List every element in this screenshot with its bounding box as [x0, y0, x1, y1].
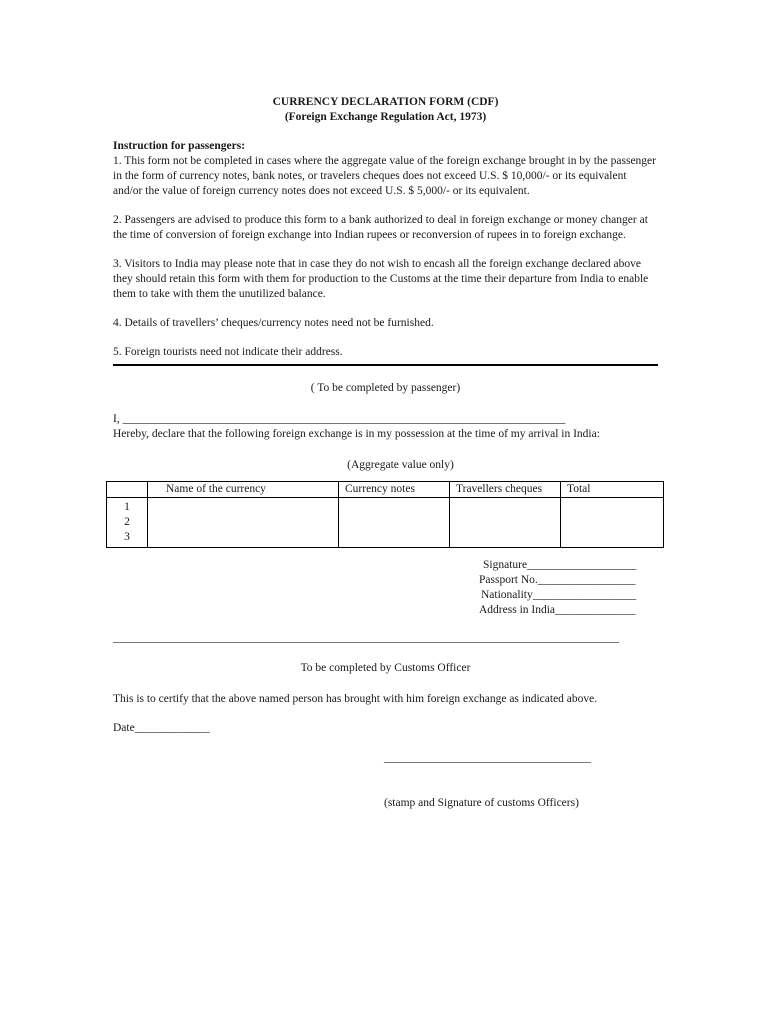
nationality-field[interactable]: Nationality__________________ [481, 589, 637, 601]
customs-certify-text: This is to certify that the above named person has brought with him foreign exchange as indicated above. [113, 693, 598, 705]
table-row [107, 498, 664, 548]
passenger-section-label: ( To be completed by passenger) [310, 382, 461, 394]
instruction-item-1: 1. This form not be completed in cases where the aggregate value of the foreign exchange brought in by the passenger in the form of currency notes, bank notes, or travelers cheques does not exceed U.S. $ 10,000/- or its equivalent and/or the value of foreign currency notes does not exceed U.S. $ 5,000/- or its equivalent. [113, 155, 656, 197]
currency-table [106, 481, 664, 548]
instruction-item-5: 5. Foreign tourists need not indicate their address. [113, 346, 343, 358]
stamp-signature-line[interactable]: ____________________________________ [384, 752, 591, 764]
table-header-total: Total [561, 482, 664, 498]
stamp-signature-block [384, 721, 591, 826]
form-page [113, 95, 658, 473]
table-header-travellers-cheques: Travellers cheques [450, 482, 561, 498]
table-header-index [107, 482, 148, 498]
underscore-divider: ________________________________________________________________________________________ [113, 632, 619, 644]
section-divider [113, 364, 658, 366]
row-number: 1 [124, 501, 130, 513]
table-header-currency: Name of the currency [148, 482, 339, 498]
aggregate-note: (Aggregate value only) [347, 459, 454, 471]
instruction-item-3: 3. Visitors to India may please note that in case they do not wish to encash all the foreign exchange declared above they should retain this form with them for production to the Customs at the time their departure from India to enable them to take with them the unutilized balance. [113, 258, 649, 300]
date-field[interactable]: Date_____________ [113, 722, 210, 734]
travellers-cheques-cell[interactable] [450, 498, 561, 548]
table-header-row [107, 482, 664, 498]
signature-field[interactable]: Signature___________________ [483, 559, 637, 571]
table-header-currency-notes: Currency notes [339, 482, 450, 498]
passport-field[interactable]: Passport No._________________ [479, 574, 636, 586]
signature-block [479, 558, 636, 618]
instructions-heading: Instruction for passengers: [113, 140, 246, 152]
customs-section-label: To be completed by Customs Officer [300, 662, 471, 674]
declaration-text: Hereby, declare that the following foreign exchange is in my possession at the time of my arrival in India: [113, 428, 600, 440]
row-number: 3 [124, 531, 130, 543]
row-number: 2 [124, 516, 130, 528]
form-subtitle: (Foreign Exchange Regulation Act, 1973) [284, 111, 487, 123]
form-title: CURRENCY DECLARATION FORM (CDF) [272, 96, 499, 108]
instruction-item-4: 4. Details of travellers’ cheques/currency notes need not be furnished. [113, 317, 434, 329]
currency-notes-cell[interactable] [339, 498, 450, 548]
address-field[interactable]: Address in India______________ [479, 604, 636, 616]
currency-name-cell[interactable] [148, 498, 339, 548]
table-row-numbers [107, 498, 148, 548]
stamp-signature-label: (stamp and Signature of customs Officers) [384, 797, 579, 809]
instruction-item-2: 2. Passengers are advised to produce this form to a bank authorized to deal in foreign exchange or money changer at the time of conversion of foreign exchange into Indian rupees or reconversion of rupees in to foreign exchange. [113, 214, 648, 241]
total-cell[interactable] [561, 498, 664, 548]
passenger-name-field[interactable]: I, _____________________________________________________________________________ [113, 413, 566, 425]
